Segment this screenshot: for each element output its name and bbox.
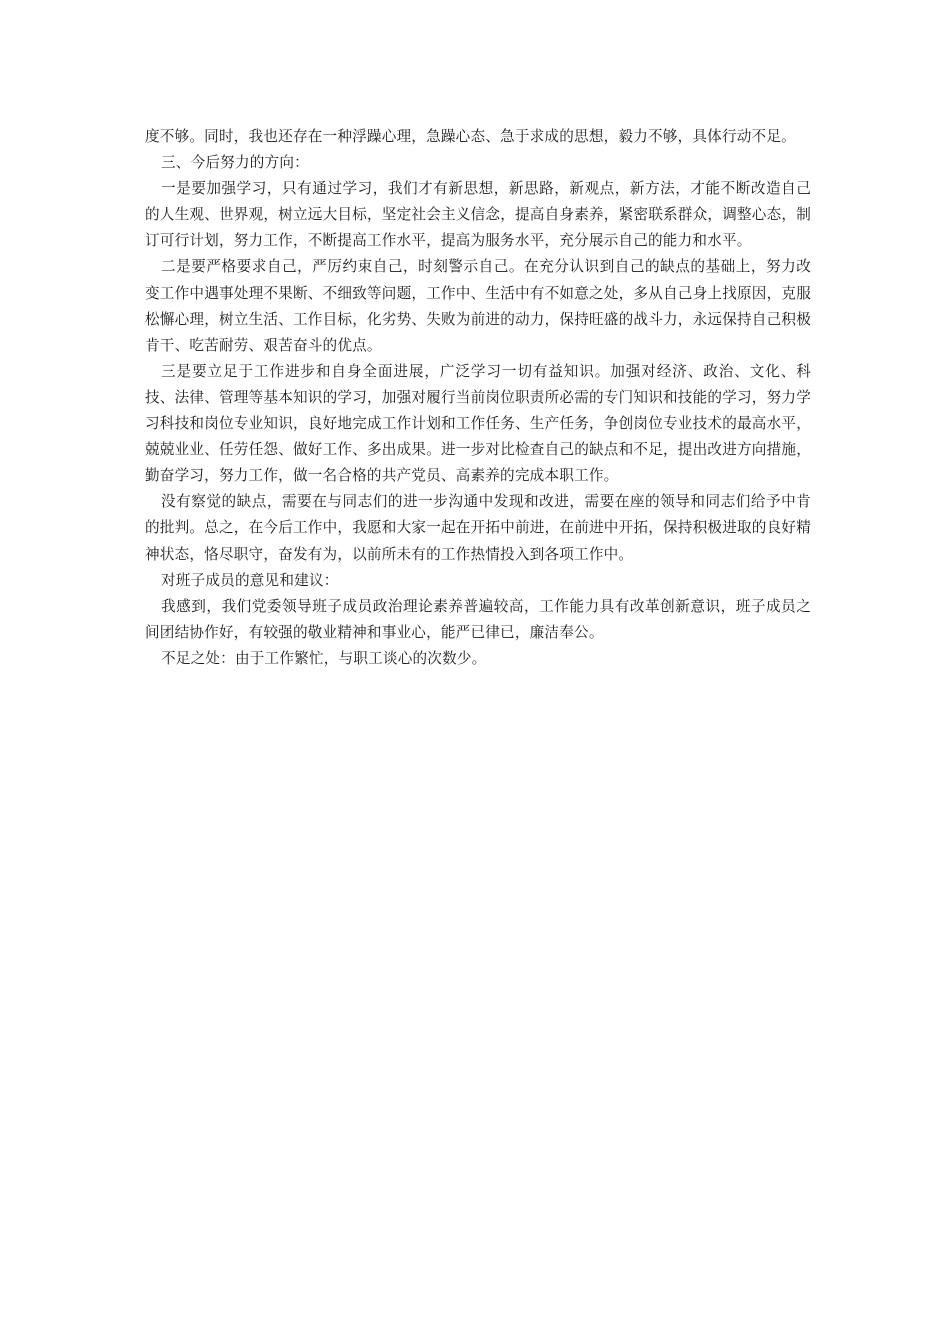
paragraph-team-assessment: 我感到，我们党委领导班子成员政治理论素养普遍较高，工作能力具有改革创新意识，班子成员之间团结协作好，有较强的敬业精神和事业心，能严已律已，廉洁奉公。 [145, 597, 811, 641]
section-heading-future-direction: 三、今后努力的方向： [161, 154, 309, 172]
paragraph-shortcomings: 不足之处：由于工作繁忙，与职工谈心的次数少。 [161, 649, 487, 667]
paragraph-point-one: 一是要加强学习，只有通过学习，我们才有新思想，新思路，新观点，新方法，才能不断改造自己的人生观、世界观，树立远大目标，坚定社会主义信念，提高自身素养，紧密联系群众，调整心态，制订可行计划，努力工作，不断提高工作水平，提高为服务水平，充分展示自己的能力和水平。 [145, 180, 811, 250]
paragraph-continuation: 度不够。同时，我也还存在一种浮躁心理，急躁心态、急于求成的思想，毅力不够，具体行动不足。 [145, 128, 796, 145]
paragraph-summary: 没有察觉的缺点，需要在与同志们的进一步沟通中发现和改进，需要在座的领导和同志们给予中肯的批判。总之，在今后工作中，我愿和大家一起在开拓中前进，在前进中开拓，保持积极进取的良好精神状态，恪尽职守，奋发有为，以前所未有的工作热情投入到各项工作中。 [145, 493, 811, 563]
document-body [145, 124, 811, 672]
paragraph-point-three: 三是要立足于工作进步和自身全面进展，广泛学习一切有益知识。加强对经济、政治、文化、科技、法律、管理等基本知识的学习，加强对履行当前岗位职责所必需的专门知识和技能的学习，努力学习科技和岗位专业知识，良好地完成工作计划和工作任务、生产任务，争创岗位专业技术的最高水平，兢兢业业、任劳任怨、做好工作、多出成果。进一步对比检查自己的缺点和不足，提出改进方向措施，勤奋学习，努力工作，做一名合格的共产党员、高素养的完成本职工作。 [145, 362, 811, 485]
paragraph-point-two: 二是要严格要求自己，严厉约束自己，时刻警示自己。在充分认识到自己的缺点的基础上，努力改变工作中遇事处理不果断、不细致等问题，工作中、生活中有不如意之处，多从自己身上找原因，克服松懈心理，树立生活、工作目标，化劣势、失败为前进的动力，保持旺盛的战斗力，永远保持自己积极肯干、吃苦耐劳、艰苦奋斗的优点。 [145, 258, 811, 354]
section-heading-team-suggestions: 对班子成员的意见和建议： [161, 571, 339, 589]
